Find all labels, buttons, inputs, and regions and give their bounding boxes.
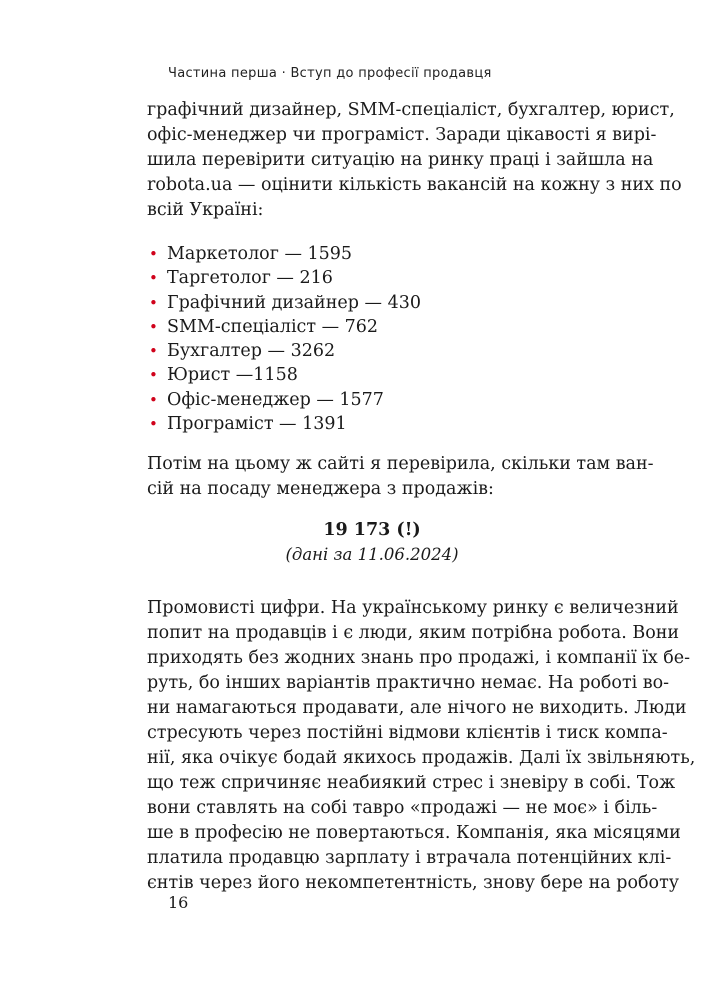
text-line: попит на продавців і є люди, яким потрібна робота. Вони	[147, 623, 680, 643]
text-line: robota.ua — оцінити кількість вакансій на кожну з них по	[147, 175, 682, 195]
bullet-icon: •	[149, 317, 158, 336]
bullet-icon: •	[149, 269, 158, 288]
list-item-text: Юрист —1158	[167, 365, 298, 386]
text-line: приходять без жодних знань про продажі, і компанії їх бе-	[147, 648, 691, 668]
list-item-text: Програміст — 1391	[167, 414, 347, 435]
list-item	[147, 388, 567, 412]
list-item-text: Графічний дизайнер — 430	[167, 292, 421, 313]
list-item-text: Офіс-менеджер — 1577	[167, 389, 384, 410]
text-line: сій на посаду менеджера з продажів:	[147, 479, 494, 499]
running-head: Частина перша · Вступ до професії продавця	[168, 66, 492, 81]
paragraph-analysis	[147, 596, 696, 896]
page-number: 16	[168, 893, 189, 912]
data-date-note: (дані за 11.06.2024)	[285, 545, 459, 564]
bullet-icon: •	[149, 366, 158, 385]
list-item	[147, 315, 567, 339]
text-line: вони ставлять на собі тавро «продажі — не моє» і біль-	[147, 798, 658, 818]
text-line: офіс-менеджер чи програміст. Заради цікавості я вирі-	[147, 125, 657, 145]
text-line: що теж спричиняє неабиякий стрес і зневіру в собі. Тож	[147, 773, 676, 793]
paragraph-intro	[147, 98, 682, 223]
text-line: стресують через постійні відмови клієнтів і тиск компа-	[147, 723, 668, 743]
bullet-icon: •	[149, 245, 158, 263]
text-line: ше в професію не повертаються. Компанія, яка місяцями	[147, 823, 681, 843]
list-item-text: Таргетолог — 216	[167, 268, 333, 289]
text-line: графічний дизайнер, SMM-спеціаліст, бухгалтер, юрист,	[147, 100, 675, 120]
list-item	[147, 242, 567, 266]
list-item	[147, 339, 567, 363]
text-line: руть, бо інших варіантів практично немає. На роботі во-	[147, 673, 670, 693]
text-line: всій Україні:	[147, 200, 264, 220]
text-line: шила перевірити ситуацію на ринку праці і зайшла на	[147, 150, 654, 170]
list-item-text: SMM-спеціаліст — 762	[167, 316, 379, 337]
bullet-icon: •	[149, 415, 158, 434]
bullet-icon: •	[149, 390, 158, 409]
text-line: ни намагаються продавати, але нічого не виходить. Люди	[147, 698, 687, 718]
paragraph-question	[147, 452, 654, 502]
list-item	[147, 363, 567, 387]
text-line: Промовисті цифри. На українському ринку є величезний	[147, 598, 679, 618]
list-item	[147, 266, 567, 290]
text-line: єнтів через його некомпетентність, знову бере на роботу	[147, 873, 680, 893]
bullet-icon: •	[149, 293, 158, 312]
bullet-icon: •	[149, 342, 158, 361]
vacancy-list	[147, 242, 567, 436]
text-line: Потім на цьому ж сайті я перевірила, скільки там ван-	[147, 454, 654, 474]
text-line: нії, яка очікує бодай якихось продажів. Далі їх звільняють,	[147, 748, 696, 768]
list-item	[147, 412, 567, 436]
list-item-text: Бухгалтер — 3262	[167, 341, 336, 362]
vacancy-total: 19 173 (!)	[323, 520, 421, 540]
text-line: платила продавцю зарплату і втрачала потенційних клі-	[147, 848, 672, 868]
list-item	[147, 291, 567, 315]
list-item-text: Маркетолог — 1595	[167, 244, 353, 264]
